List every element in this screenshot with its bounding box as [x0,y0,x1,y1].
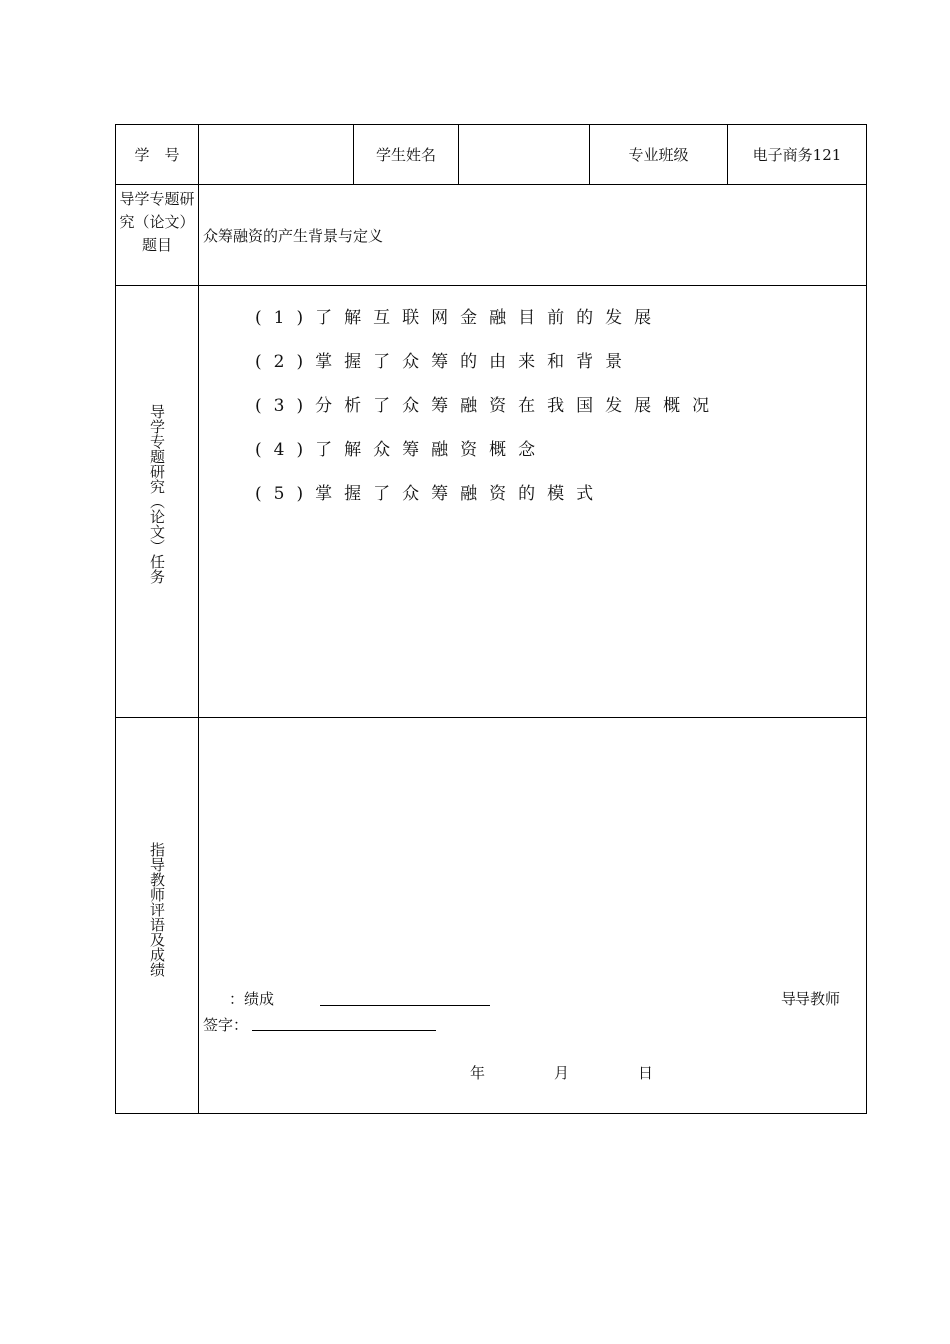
signature-label: 签字： [203,1016,249,1034]
signature-input-line[interactable] [252,1030,436,1031]
comment-label: 指导教师评语及成绩 [148,842,166,977]
task-label: 导学专题研究（论文）任务 [148,404,166,584]
student-name-value[interactable] [465,145,580,165]
table-bottom-border [115,1113,867,1114]
row-divider-3 [115,717,867,718]
task-item-2: (2)掌握了众筹的由来和背景 [255,352,635,372]
topic-value: 众筹融资的产生背景与定义 [203,227,384,245]
topic-label: 导学专题研究（论文）题目 [119,190,195,254]
table-left-border [115,124,116,1114]
major-class-value: 电子商务121 [752,146,842,164]
student-name-label: 学生姓名 [375,146,436,164]
row-divider-2 [115,285,867,286]
teacher-prefix-glyph: 导 [781,990,797,1008]
grade-input-line[interactable] [320,1005,490,1006]
teacher-label: 导教师 [795,990,841,1008]
major-class-label: 专业班级 [628,146,689,164]
date-day-label: 日 [638,1064,654,1082]
task-item-3: (3)分析了众筹融资在我国发展概况 [255,396,722,416]
table-top-border [115,124,867,125]
row-divider-1 [115,184,867,185]
date-month-label: 月 [554,1064,570,1082]
date-year-label: 年 [470,1064,486,1082]
grade-label: ：绩成 [229,990,275,1008]
header-divider-b [458,124,459,185]
task-item-4: (4)了解众筹融资概念 [255,440,548,460]
task-item-5: (5)掌握了众筹融资的模式 [255,484,606,504]
table-right-border [866,124,867,1114]
label-column-divider [198,124,199,1114]
student-id-label: 学 号 [134,146,180,164]
task-item-1: (1)了解互联网金融目前的发展 [255,308,664,328]
student-id-value[interactable] [205,145,345,165]
